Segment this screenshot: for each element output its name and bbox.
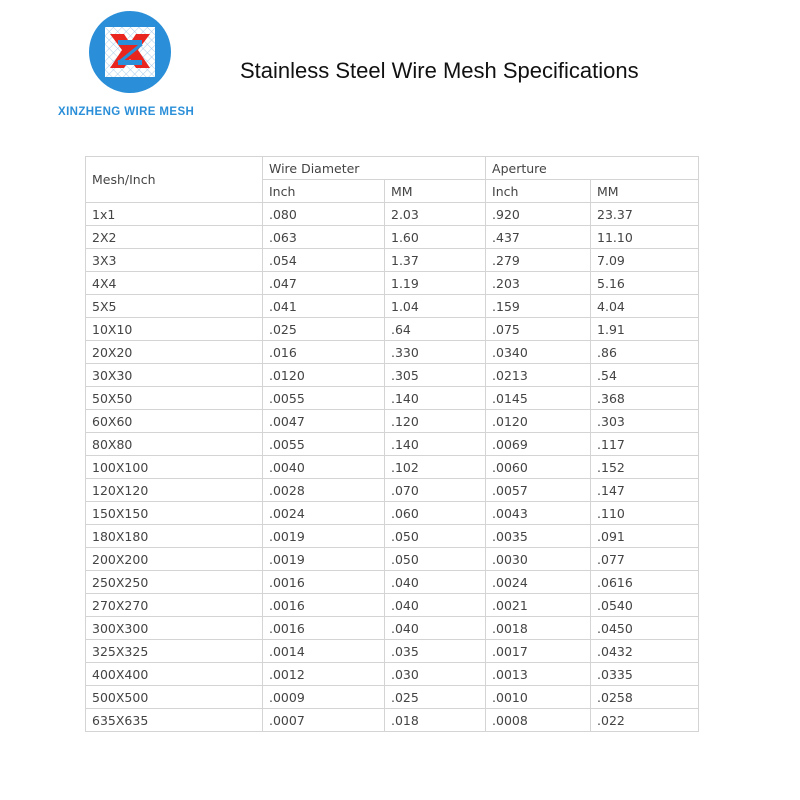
- cell-wire-mm: .120: [385, 410, 486, 433]
- cell-aperture-inch: .0035: [486, 525, 591, 548]
- cell-aperture-mm: 4.04: [591, 295, 699, 318]
- specifications-table: [85, 156, 699, 732]
- cell-wire-mm: .040: [385, 594, 486, 617]
- cell-aperture-mm: .0450: [591, 617, 699, 640]
- cell-aperture-inch: .0060: [486, 456, 591, 479]
- cell-wire-inch: .0028: [263, 479, 385, 502]
- header-wire-inch: Inch: [263, 180, 385, 203]
- xinzheng-logo: [88, 10, 172, 94]
- cell-aperture-inch: .0010: [486, 686, 591, 709]
- header-mesh-per-inch: Mesh/Inch: [86, 157, 263, 203]
- cell-aperture-inch: .279: [486, 249, 591, 272]
- cell-mesh: 300X300: [86, 617, 263, 640]
- cell-mesh: 180X180: [86, 525, 263, 548]
- table-row: [86, 709, 699, 732]
- cell-wire-inch: .0014: [263, 640, 385, 663]
- table-row: [86, 318, 699, 341]
- table-row: [86, 617, 699, 640]
- header-wire-mm: MM: [385, 180, 486, 203]
- cell-wire-mm: .070: [385, 479, 486, 502]
- header-wire-diameter: Wire Diameter: [263, 157, 486, 180]
- cell-mesh: 10X10: [86, 318, 263, 341]
- cell-aperture-inch: .437: [486, 226, 591, 249]
- cell-wire-inch: .016: [263, 341, 385, 364]
- cell-wire-mm: .140: [385, 387, 486, 410]
- cell-aperture-mm: .0335: [591, 663, 699, 686]
- cell-aperture-inch: .920: [486, 203, 591, 226]
- brand-name: XINZHENG WIRE MESH: [58, 106, 195, 118]
- cell-aperture-mm: .54: [591, 364, 699, 387]
- table-row: [86, 295, 699, 318]
- cell-aperture-mm: .303: [591, 410, 699, 433]
- cell-wire-inch: .063: [263, 226, 385, 249]
- cell-aperture-mm: 23.37: [591, 203, 699, 226]
- cell-wire-inch: .054: [263, 249, 385, 272]
- cell-wire-inch: .0019: [263, 525, 385, 548]
- cell-aperture-mm: .091: [591, 525, 699, 548]
- cell-aperture-inch: .0024: [486, 571, 591, 594]
- cell-wire-inch: .0016: [263, 594, 385, 617]
- cell-aperture-mm: 1.91: [591, 318, 699, 341]
- cell-wire-inch: .0016: [263, 571, 385, 594]
- table-row: [86, 387, 699, 410]
- cell-wire-mm: .64: [385, 318, 486, 341]
- cell-mesh: 2X2: [86, 226, 263, 249]
- header-aperture-mm: MM: [591, 180, 699, 203]
- cell-wire-mm: 1.60: [385, 226, 486, 249]
- cell-aperture-inch: .0069: [486, 433, 591, 456]
- cell-aperture-mm: .152: [591, 456, 699, 479]
- cell-wire-mm: .018: [385, 709, 486, 732]
- cell-wire-mm: .025: [385, 686, 486, 709]
- cell-wire-mm: 1.37: [385, 249, 486, 272]
- cell-wire-mm: .035: [385, 640, 486, 663]
- cell-aperture-inch: .0213: [486, 364, 591, 387]
- cell-mesh: 325X325: [86, 640, 263, 663]
- cell-wire-inch: .0016: [263, 617, 385, 640]
- cell-mesh: 80X80: [86, 433, 263, 456]
- cell-aperture-inch: .203: [486, 272, 591, 295]
- cell-aperture-inch: .0030: [486, 548, 591, 571]
- cell-wire-mm: .040: [385, 617, 486, 640]
- cell-aperture-mm: .0258: [591, 686, 699, 709]
- table-row: [86, 640, 699, 663]
- table-body: [86, 203, 699, 732]
- cell-wire-inch: .0055: [263, 387, 385, 410]
- cell-wire-inch: .0055: [263, 433, 385, 456]
- table-row: [86, 433, 699, 456]
- cell-aperture-mm: 5.16: [591, 272, 699, 295]
- cell-wire-inch: .0024: [263, 502, 385, 525]
- cell-wire-mm: .050: [385, 525, 486, 548]
- cell-mesh: 635X635: [86, 709, 263, 732]
- cell-wire-mm: .060: [385, 502, 486, 525]
- cell-mesh: 150X150: [86, 502, 263, 525]
- table-row: [86, 525, 699, 548]
- table-row: [86, 341, 699, 364]
- cell-aperture-inch: .0043: [486, 502, 591, 525]
- cell-aperture-mm: .110: [591, 502, 699, 525]
- cell-wire-mm: .050: [385, 548, 486, 571]
- table-row: [86, 203, 699, 226]
- table-row: [86, 272, 699, 295]
- cell-wire-mm: .040: [385, 571, 486, 594]
- cell-wire-inch: .0009: [263, 686, 385, 709]
- cell-wire-inch: .025: [263, 318, 385, 341]
- cell-aperture-inch: .0008: [486, 709, 591, 732]
- cell-wire-mm: .330: [385, 341, 486, 364]
- cell-aperture-inch: .0057: [486, 479, 591, 502]
- table-row: [86, 226, 699, 249]
- cell-wire-inch: .047: [263, 272, 385, 295]
- cell-mesh: 200X200: [86, 548, 263, 571]
- table-header-row: [86, 157, 699, 180]
- cell-aperture-inch: .0021: [486, 594, 591, 617]
- table-row: [86, 249, 699, 272]
- table-row: [86, 663, 699, 686]
- cell-aperture-mm: .022: [591, 709, 699, 732]
- table-row: [86, 456, 699, 479]
- cell-wire-mm: .102: [385, 456, 486, 479]
- cell-wire-inch: .080: [263, 203, 385, 226]
- cell-mesh: 250X250: [86, 571, 263, 594]
- cell-mesh: 4X4: [86, 272, 263, 295]
- cell-mesh: 270X270: [86, 594, 263, 617]
- cell-mesh: 400X400: [86, 663, 263, 686]
- cell-wire-inch: .0019: [263, 548, 385, 571]
- cell-mesh: 3X3: [86, 249, 263, 272]
- cell-wire-inch: .0120: [263, 364, 385, 387]
- cell-mesh: 120X120: [86, 479, 263, 502]
- cell-wire-mm: .305: [385, 364, 486, 387]
- table-row: [86, 571, 699, 594]
- table-row: [86, 594, 699, 617]
- cell-aperture-inch: .159: [486, 295, 591, 318]
- cell-mesh: 60X60: [86, 410, 263, 433]
- cell-aperture-mm: .0540: [591, 594, 699, 617]
- table-row: [86, 410, 699, 433]
- cell-aperture-mm: .368: [591, 387, 699, 410]
- header-aperture-inch: Inch: [486, 180, 591, 203]
- cell-wire-inch: .0012: [263, 663, 385, 686]
- cell-mesh: 50X50: [86, 387, 263, 410]
- cell-wire-inch: .0047: [263, 410, 385, 433]
- cell-aperture-inch: .075: [486, 318, 591, 341]
- cell-mesh: 1x1: [86, 203, 263, 226]
- cell-wire-mm: .030: [385, 663, 486, 686]
- cell-aperture-mm: .0432: [591, 640, 699, 663]
- cell-wire-mm: 1.04: [385, 295, 486, 318]
- cell-wire-inch: .0007: [263, 709, 385, 732]
- cell-aperture-mm: .86: [591, 341, 699, 364]
- cell-aperture-inch: .0120: [486, 410, 591, 433]
- cell-mesh: 500X500: [86, 686, 263, 709]
- cell-aperture-mm: 11.10: [591, 226, 699, 249]
- cell-wire-mm: 2.03: [385, 203, 486, 226]
- table-row: [86, 686, 699, 709]
- table-row: [86, 502, 699, 525]
- cell-aperture-inch: .0017: [486, 640, 591, 663]
- cell-aperture-inch: .0013: [486, 663, 591, 686]
- cell-aperture-inch: .0145: [486, 387, 591, 410]
- cell-aperture-mm: .117: [591, 433, 699, 456]
- cell-mesh: 100X100: [86, 456, 263, 479]
- cell-aperture-mm: .147: [591, 479, 699, 502]
- cell-aperture-inch: .0340: [486, 341, 591, 364]
- cell-aperture-mm: .077: [591, 548, 699, 571]
- cell-wire-inch: .0040: [263, 456, 385, 479]
- cell-wire-inch: .041: [263, 295, 385, 318]
- cell-aperture-inch: .0018: [486, 617, 591, 640]
- table-row: [86, 548, 699, 571]
- cell-wire-mm: 1.19: [385, 272, 486, 295]
- table-row: [86, 479, 699, 502]
- cell-mesh: 5X5: [86, 295, 263, 318]
- cell-aperture-mm: .0616: [591, 571, 699, 594]
- cell-wire-mm: .140: [385, 433, 486, 456]
- cell-aperture-mm: 7.09: [591, 249, 699, 272]
- cell-mesh: 30X30: [86, 364, 263, 387]
- cell-mesh: 20X20: [86, 341, 263, 364]
- page-title: Stainless Steel Wire Mesh Specifications: [240, 58, 639, 83]
- table-row: [86, 364, 699, 387]
- header-aperture: Aperture: [486, 157, 699, 180]
